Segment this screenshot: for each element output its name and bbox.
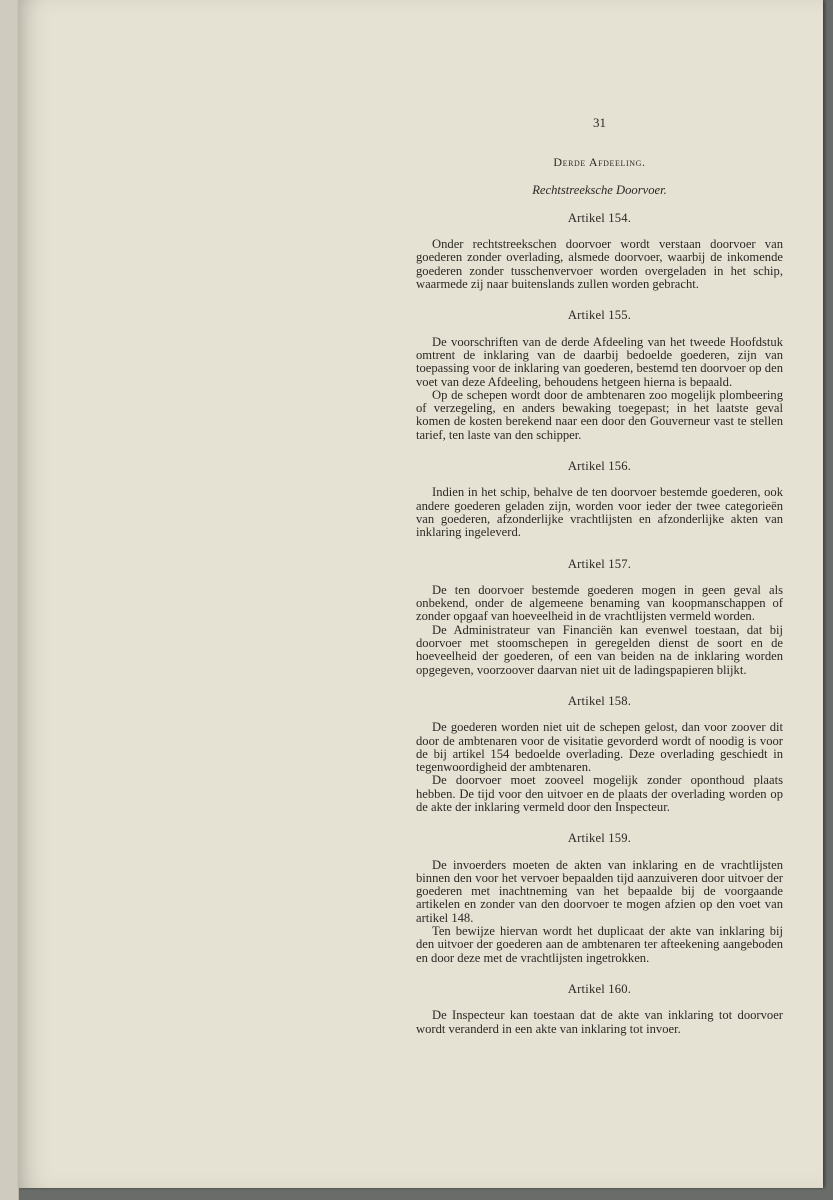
article-paragraph: Ten bewijze hiervan wordt het duplicaat der akte van inklaring bij den uitvoer der goederen aan de ambtenaren ter afteekening aangeboden en door deze met de vrachtlijsten ingetrokken.	[416, 924, 783, 965]
article-159	[416, 832, 783, 965]
book-binding-edge	[0, 0, 19, 1200]
text-column	[416, 116, 783, 1054]
article-paragraph: De invoerders moeten de akten van inklaring en de vrachtlijsten binnen den voor het vervoer bepaalden tijd aanzuiveren door uitvoer der goederen met inachtneming van het bepaalde bij de voorgaande artikelen en zonder van den doorvoer te mogen afzien op den voet van artikel 148.	[416, 857, 783, 925]
article-heading: Artikel 156.	[567, 459, 632, 474]
article-160	[416, 983, 783, 1036]
article-158	[416, 695, 783, 814]
article-paragraph: De goederen worden niet uit de schepen gelost, dan voor zoover dit door de ambtenaren voor de visitatie gevorderd wordt of noodig is voor de bij artikel 154 bedoelde overlading. Deze overlading geschiedt in tegenwoordigheid der ambtenaren.	[416, 720, 783, 775]
document-page	[18, 0, 823, 1188]
section-subtitle: Rechtstreeksche Doorvoer.	[532, 182, 667, 197]
article-paragraph: De ten doorvoer bestemde goederen mogen in geen geval als onbekend, onder de algemeene benaming van koopmanschappen of zonder opgaaf van hoeveelheid in de vrachtlijsten vermeld worden.	[416, 582, 783, 624]
page-number: 31	[593, 115, 606, 130]
article-heading: Artikel 155.	[567, 308, 632, 323]
article-155	[416, 309, 783, 442]
article-paragraph: De Inspecteur kan toestaan dat de akte van inklaring tot doorvoer wordt veranderd in een akte van inklaring tot invoer.	[416, 1008, 783, 1036]
article-heading: Artikel 157.	[567, 556, 632, 571]
article-heading: Artikel 154.	[567, 210, 632, 225]
article-heading: Artikel 160.	[567, 981, 632, 996]
part-title: Derde Afdeeling.	[553, 155, 646, 170]
article-paragraph: De doorvoer moet zooveel mogelijk zonder oponthoud plaats hebben. De tijd voor den uitvoer en de plaats der overlading worden op de akte der inklaring vermeld door den Inspecteur.	[416, 773, 783, 814]
article-156	[416, 460, 783, 539]
article-paragraph: Onder rechtstreekschen doorvoer wordt verstaan doorvoer van goederen zonder overlading, alsmede doorvoer, waarbij de inkomende goederen zonder tusschenvervoer worden overgeladen in het schip, waarmede zij naar buitenslands zullen worden gebracht.	[416, 237, 783, 292]
article-paragraph: De Administrateur van Financiën kan evenwel toestaan, dat bij doorvoer met stoomschepen in geregelden dienst de soort en de hoeveelheid der goederen, of een van beiden na de inklaring worden opgegeven, voorzoover daarvan niet uit de ladingspapieren blijkt.	[416, 622, 783, 677]
article-paragraph: Op de schepen wordt door de ambtenaren zoo mogelijk plombeering of verzegeling, en anders bewaking toegepast; in het laatste geval komen de kosten berekend naar een door den Gouverneur vast te stellen tarief, ten laste van den schipper.	[416, 387, 783, 442]
article-heading: Artikel 158.	[567, 693, 632, 708]
article-paragraph: Indien in het schip, behalve de ten doorvoer bestemde goederen, ook andere goederen geladen zijn, worden voor ieder der twee categorieën van goederen, afzonderlijke vrachtlijsten en afzonderlijke akten van inklaring ingeleverd.	[416, 485, 783, 540]
article-paragraph: De voorschriften van de derde Afdeeling van het tweede Hoofdstuk omtrent de inklaring van de daarbij bedoelde goederen, zijn van toepassing voor de inklaring van goederen, bestemd ten doorvoer op den voet van deze Afdeeling, behoudens hetgeen hierna is bepaald.	[416, 334, 783, 389]
article-157	[416, 558, 783, 677]
article-154	[416, 212, 783, 291]
article-heading: Artikel 159.	[567, 831, 632, 846]
